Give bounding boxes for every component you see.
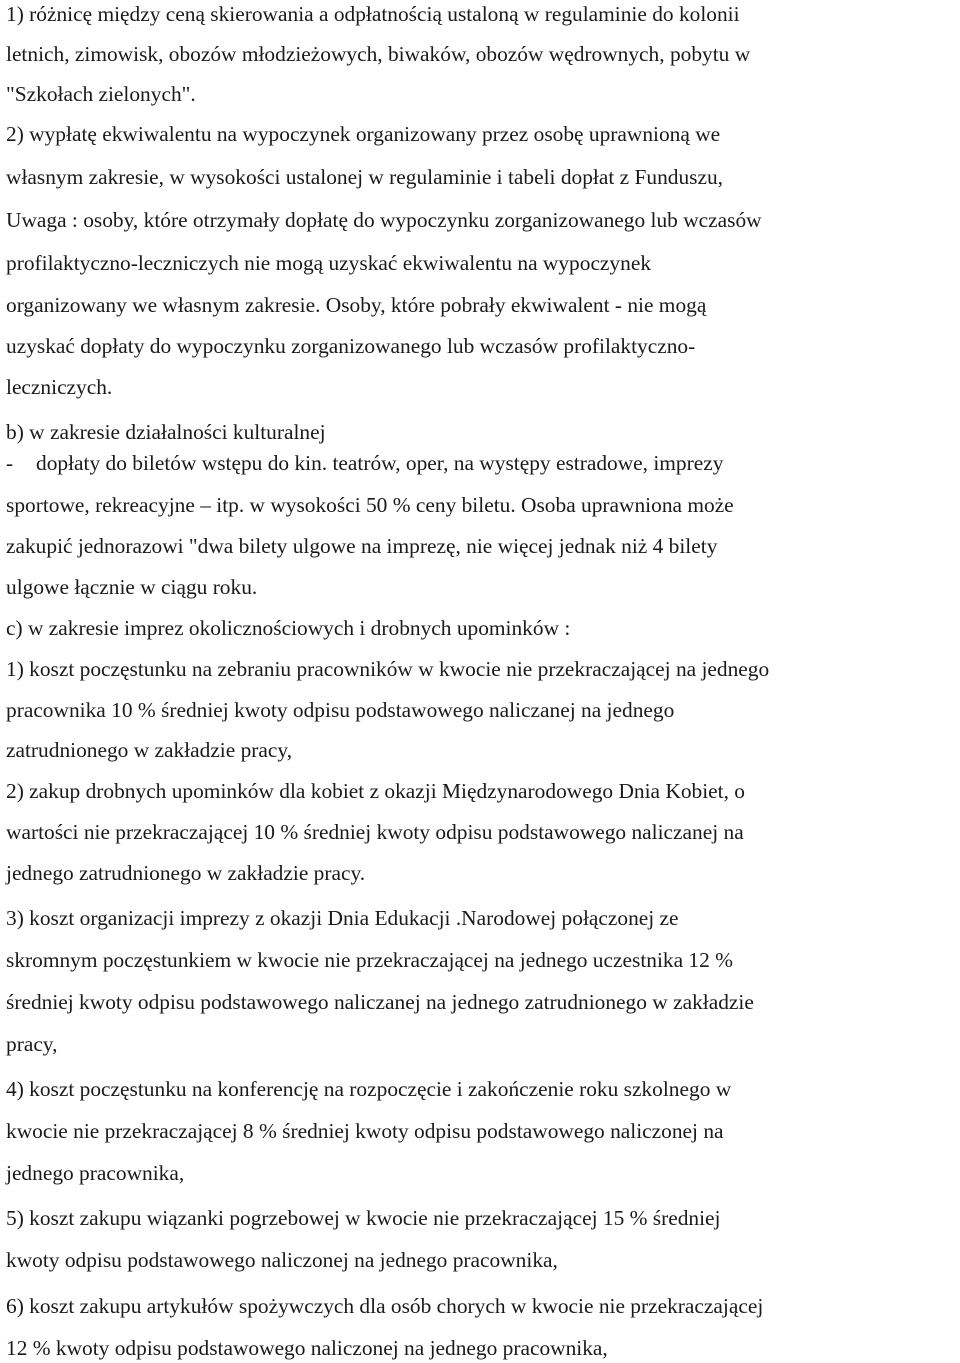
text-line: 2) wypłatę ekwiwalentu na wypoczynek organizowany przez osobę uprawnioną we — [6, 122, 721, 146]
text-line: leczniczych. — [6, 375, 113, 399]
text-line: kwoty odpisu podstawowego naliczonej na jednego pracownika, — [6, 1248, 558, 1272]
text-line: kwocie nie przekraczającej 8 % średniej kwoty odpisu podstawowego naliczonej na — [6, 1119, 724, 1143]
text-line: 2) zakup drobnych upominków dla kobiet z okazji Międzynarodowego Dnia Kobiet, o — [6, 779, 745, 803]
text-line: Uwaga : osoby, które otrzymały dopłatę do wypoczynku zorganizowanego lub wczasów — [6, 208, 762, 232]
text-line: 5) koszt zakupu wiązanki pogrzebowej w kwocie nie przekraczającej 15 % średniej — [6, 1206, 721, 1230]
text-line: 4) koszt poczęstunku na konferencję na rozpoczęcie i zakończenie roku szkolnego w — [6, 1077, 732, 1101]
text-line: zakupić jednorazowi "dwa bilety ulgowe na imprezę, nie więcej jednak niż 4 bilety — [6, 534, 718, 558]
section-heading: b) w zakresie działalności kulturalnej — [6, 420, 326, 444]
text-line: organizowany we własnym zakresie. Osoby, które pobrały ekwiwalent - nie mogą — [6, 293, 707, 317]
text-line: zatrudnionego w zakładzie pracy, — [6, 738, 293, 762]
text-line: pracy, — [6, 1032, 58, 1056]
text-line: pracownika 10 % średniej kwoty odpisu podstawowego naliczanej na jednego — [6, 698, 675, 722]
list-dash: - — [6, 451, 14, 475]
text-line: własnym zakresie, w wysokości ustalonej w regulaminie i tabeli dopłat z Funduszu, — [6, 165, 724, 189]
text-line: 12 % kwoty odpisu podstawowego naliczonej na jednego pracownika, — [6, 1336, 608, 1360]
text-line: sportowe, rekreacyjne – itp. w wysokości 50 % ceny biletu. Osoba uprawniona może — [6, 493, 734, 517]
text-line — [6, 453, 723, 474]
text-line: "Szkołach zielonych". — [6, 82, 196, 106]
text-line: 1) różnicę między ceną skierowania a odpłatnością ustaloną w regulaminie do kolonii — [6, 2, 740, 26]
text-line: średniej kwoty odpisu podstawowego naliczanej na jednego zatrudnionego w zakładzie — [6, 990, 754, 1014]
text-line: jednego zatrudnionego w zakładzie pracy. — [6, 861, 366, 885]
text-line: jednego pracownika, — [6, 1161, 185, 1185]
text-line: ulgowe łącznie w ciągu roku. — [6, 575, 258, 599]
text-line: 3) koszt organizacji imprezy z okazji Dnia Edukacji .Narodowej połączonej ze — [6, 906, 679, 930]
text-line: skromnym poczęstunkiem w kwocie nie przekraczającej na jednego uczestnika 12 % — [6, 948, 733, 972]
text-line: wartości nie przekraczającej 10 % średniej kwoty odpisu podstawowego naliczanej na — [6, 820, 744, 844]
text-line: letnich, zimowisk, obozów młodzieżowych, biwaków, obozów wędrownych, pobytu w — [6, 42, 751, 66]
section-heading: c) w zakresie imprez okolicznościowych i drobnych upominków : — [6, 616, 571, 640]
text-line: profilaktyczno-leczniczych nie mogą uzyskać ekwiwalentu na wypoczynek — [6, 251, 652, 275]
text-line-content: dopłaty do biletów wstępu do kin. teatrów, oper, na występy estradowe, imprezy — [36, 451, 724, 475]
text-line: 1) koszt poczęstunku na zebraniu pracowników w kwocie nie przekraczającej na jednego — [6, 657, 770, 681]
text-line: 6) koszt zakupu artykułów spożywczych dla osób chorych w kwocie nie przekraczającej — [6, 1294, 764, 1318]
text-line: uzyskać dopłaty do wypoczynku zorganizowanego lub wczasów profilaktyczno- — [6, 334, 696, 358]
